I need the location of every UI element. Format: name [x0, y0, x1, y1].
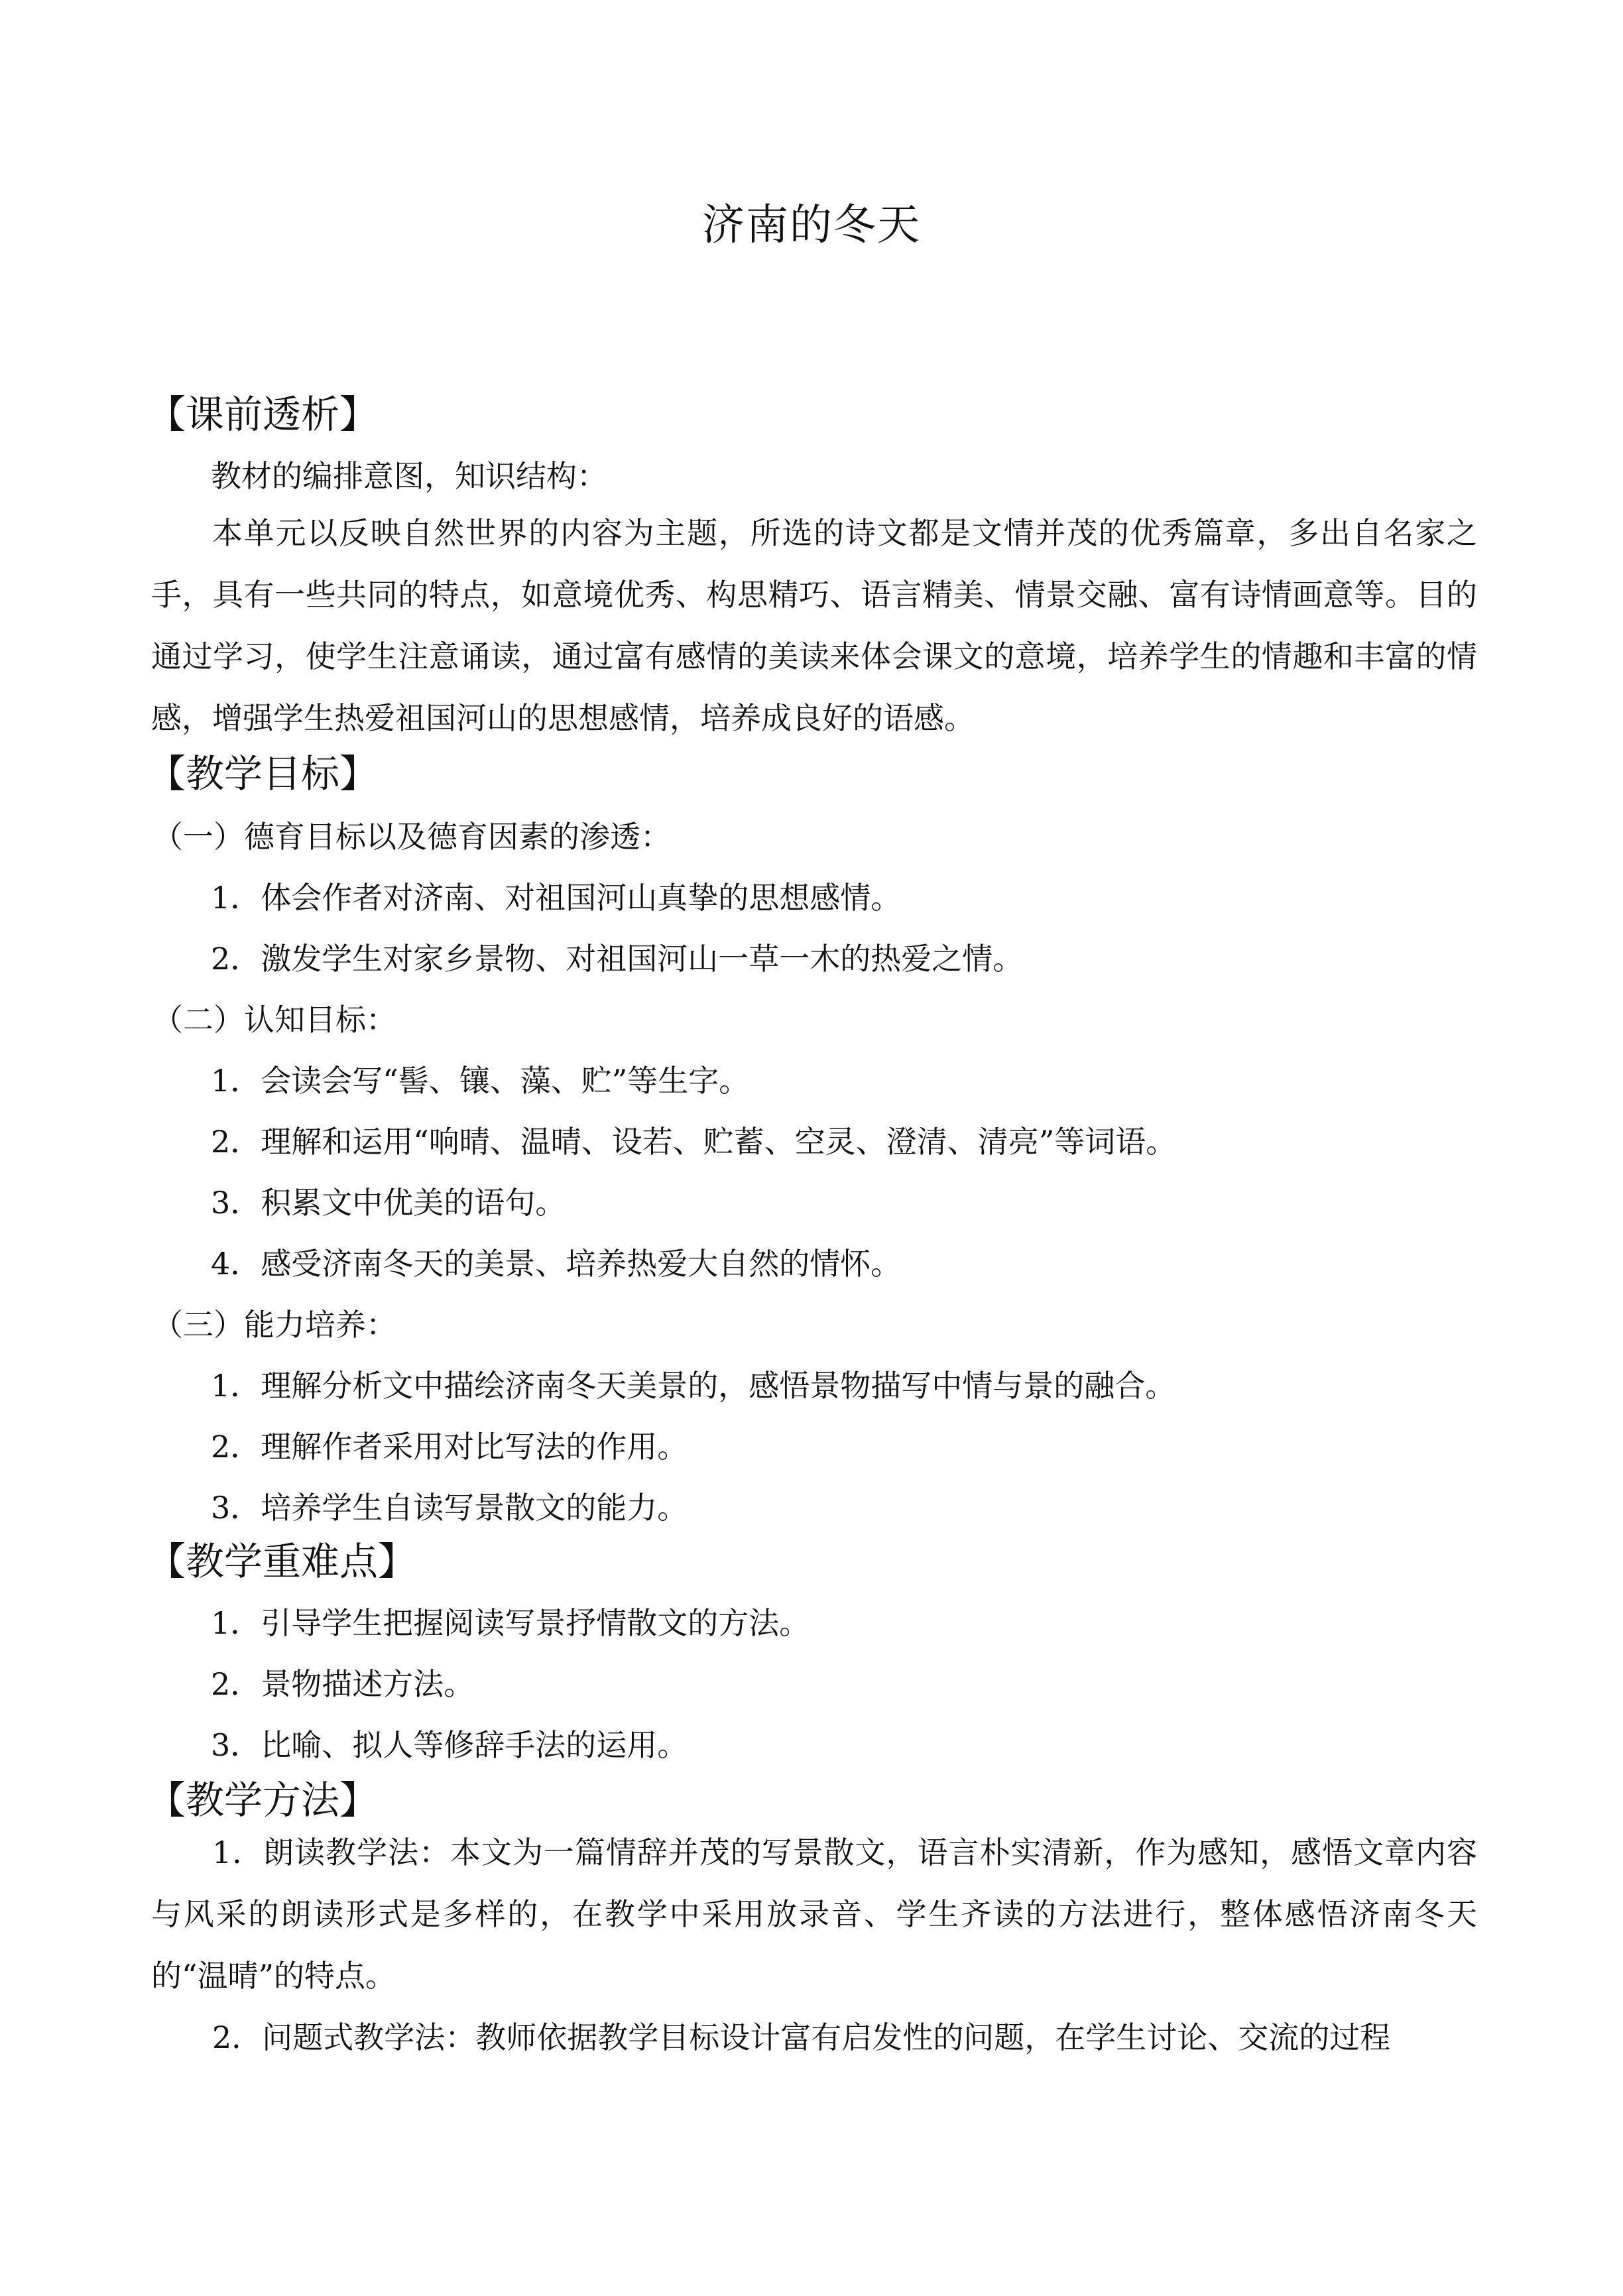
preview-body: 本单元以反映自然世界的内容为主题，所选的诗文都是文情并茂的优秀篇章，多出自名家之手，具有一些共同的特点，如意境优秀、构思精巧、语言精美、情景交融、富有诗情画意等。目的通过学习，使学生注意诵读，通过富有感情的美读来体会课文的意境，培养学生的情趣和丰富的情感，增强学生热爱祖国河山的思想感情，培养成良好的语感。 — [151, 515, 1477, 736]
goals-cognitive-title: （二）认知目标： — [152, 1002, 396, 1038]
goals-cognitive-item: 3．积累文中优美的语句。 — [211, 1185, 566, 1221]
section-heading-methods: 【教学方法】 — [147, 1778, 379, 1823]
methods-item: 1．朗读教学法：本文为一篇情辞并茂的写景散文，语言朴实清新，作为感知，感悟文章内容与风采的朗读形式是多样的，在教学中采用放录音、学生齐读的方法进行，整体感悟济南冬天的“温晴”的特点。 — [151, 1835, 1477, 1994]
section-heading-goals: 【教学目标】 — [147, 751, 379, 796]
section-heading-preview: 【课前透析】 — [147, 392, 379, 437]
goals-cognitive-item: 2．理解和运用“响晴、温晴、设若、贮蓄、空灵、澄清、清亮”等词语。 — [211, 1124, 1177, 1160]
key-points-item: 2．景物描述方法。 — [211, 1666, 475, 1702]
key-points-item: 1．引导学生把握阅读写景抒情散文的方法。 — [211, 1605, 810, 1641]
document-title: 济南的冬天 — [702, 201, 921, 250]
goals-ability-title: （三）能力培养： — [152, 1307, 396, 1343]
goals-ability-item: 1．理解分析文中描绘济南冬天美景的，感悟景物描写中情与景的融合。 — [211, 1368, 1176, 1404]
goals-ability-item: 2．理解作者采用对比写法的作用。 — [211, 1429, 688, 1465]
goals-ability-item: 3．培养学生自读写景散文的能力。 — [211, 1490, 688, 1526]
section-heading-key-points: 【教学重难点】 — [147, 1539, 417, 1584]
preview-intro: 教材的编排意图，知识结构： — [211, 458, 607, 494]
key-points-item: 3．比喻、拟人等修辞手法的运用。 — [211, 1727, 688, 1763]
goals-moral-item: 2．激发学生对家乡景物、对祖国河山一草一木的热爱之情。 — [211, 941, 1024, 977]
goals-moral-title: （一）德育目标以及德育因素的渗透： — [152, 819, 671, 855]
goals-cognitive-item: 1．会读会写“髻、镶、藻、贮”等生字。 — [211, 1063, 750, 1099]
goals-moral-item: 1．体会作者对济南、对祖国河山真挚的思想感情。 — [211, 880, 902, 916]
goals-cognitive-item: 4．感受济南冬天的美景、培养热爱大自然的情怀。 — [211, 1246, 902, 1282]
methods-item: 2．问题式教学法：教师依据教学目标设计富有启发性的问题，在学生讨论、交流的过程 — [212, 2020, 1391, 2055]
